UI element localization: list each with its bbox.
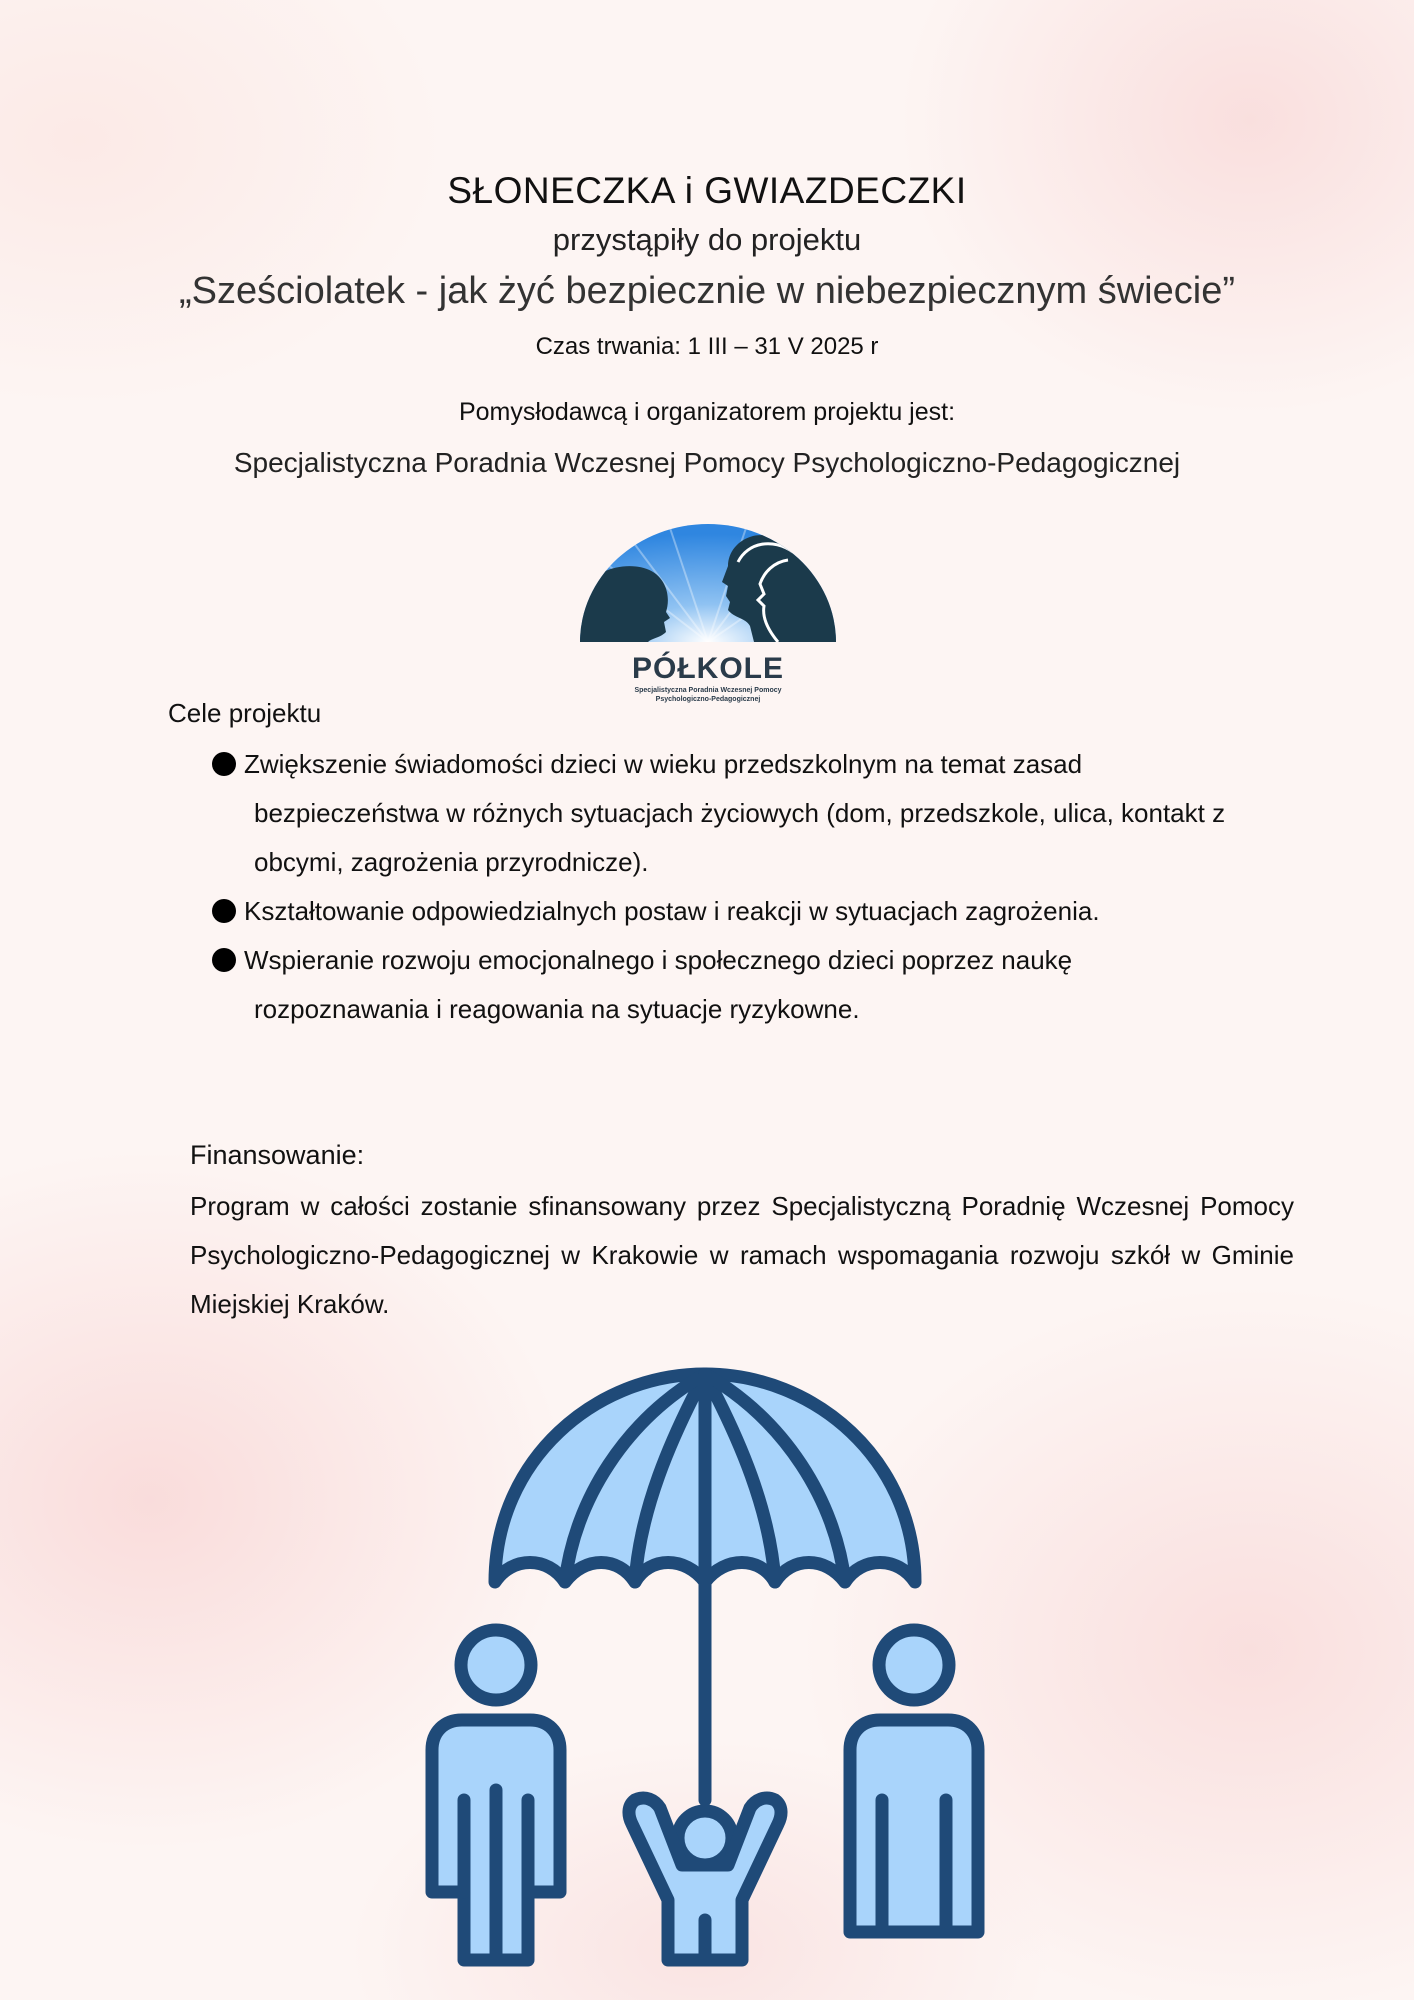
goal-text: Zwiększenie świadomości dzieci w wieku przedszkolnym na temat zasad bbox=[244, 749, 1083, 779]
goal-text: Kształtowanie odpowiedzialnych postaw i reakcji w sytuacjach zagrożenia. bbox=[244, 896, 1100, 926]
logo-subtitle-line2: Psychologiczno-Pedagogicznej bbox=[655, 696, 761, 703]
organizer-name: Specjalistyczna Poradnia Wczesnej Pomocy Psychologiczno-Pedagogicznej bbox=[233, 447, 1181, 478]
bullet-icon bbox=[212, 752, 236, 776]
goal-text: obcymi, zagrożenia przyrodnicze). bbox=[254, 847, 649, 877]
logo-subtitle-line1: Specjalistyczna Poradnia Wczesnej Pomocy bbox=[634, 687, 782, 694]
project-name: „Sześciolatek - jak żyć bezpiecznie w niebezpiecznym świecie” bbox=[179, 270, 1235, 312]
funding-title: Finansowanie: bbox=[190, 1140, 365, 1170]
organizer-label: Pomysłodawcą i organizatorem projektu jest: bbox=[458, 398, 956, 426]
goal-item bbox=[212, 740, 1225, 887]
family-umbrella-icon bbox=[420, 1360, 1000, 1980]
goal-text: Wspieranie rozwoju emocjonalnego i społecznego dzieci poprzez naukę bbox=[244, 945, 1073, 975]
goal-item bbox=[212, 887, 1100, 936]
logo-name: PÓŁKOLE bbox=[631, 652, 784, 685]
page-title: SŁONECZKA i GWIAZDECZKI bbox=[447, 170, 967, 211]
goals-title: Cele projektu bbox=[168, 698, 322, 728]
bullet-icon bbox=[212, 948, 236, 972]
logo-text bbox=[578, 652, 838, 704]
bullet-icon bbox=[212, 899, 236, 923]
page-subtitle: przystąpiły do projektu bbox=[552, 222, 862, 257]
goal-item bbox=[212, 936, 1072, 1034]
goal-text: bezpieczeństwa w różnych sytuacjach życiowych (dom, przedszkole, ulica, kontakt z bbox=[254, 798, 1226, 828]
goal-text: rozpoznawania i reagowania na sytuacje ryzykowne. bbox=[254, 994, 860, 1024]
project-duration: Czas trwania: 1 III – 31 V 2025 r bbox=[535, 333, 879, 360]
funding-body: Program w całości zostanie sfinansowany przez Specjalistyczną Poradnię Wczesnej Pomocy Psychologiczno-Pedagogicznej w Krakowie w ramach wspomagania rozwoju szkół w Gminie Miejskiej Kraków. bbox=[190, 1191, 1294, 1319]
